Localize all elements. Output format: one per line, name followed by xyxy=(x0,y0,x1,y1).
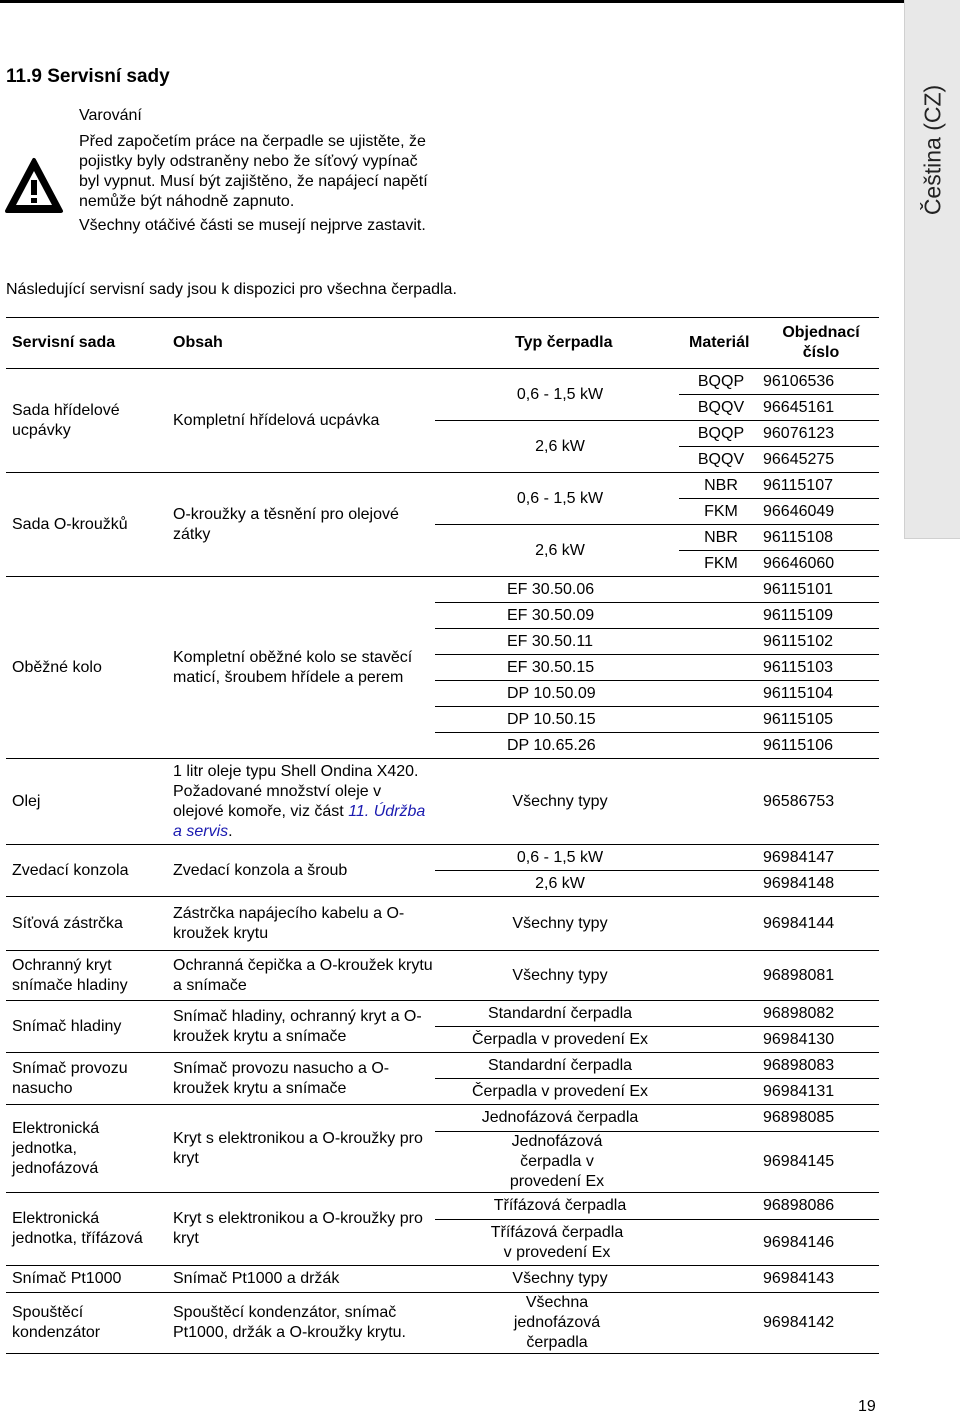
kit-name: Olej xyxy=(6,759,167,845)
material: BQQP xyxy=(679,369,757,395)
table-row xyxy=(6,897,879,951)
material: BQQP xyxy=(679,421,757,447)
pump-type: EF 30.50.15 xyxy=(435,655,679,681)
pump-type: EF 30.50.11 xyxy=(435,629,679,655)
order-number: 96984143 xyxy=(757,1266,879,1293)
table-row xyxy=(6,1193,879,1220)
table-row xyxy=(6,369,879,395)
order-number: 96076123 xyxy=(757,421,879,447)
material: NBR xyxy=(679,473,757,499)
intro-text: Následující servisní sady jsou k dispozici pro všechna čerpadla. xyxy=(6,281,457,298)
order-number: 96984146 xyxy=(757,1220,879,1266)
order-number: 96984131 xyxy=(757,1079,879,1105)
warning-text: Před započetím práce na čerpadle se ujistěte, že pojistky byly odstraněny nebo že síťový vypínač byl vypnut. Musí být zajištěno, že napájecí napětí nemůže být náhodně zapnuto. xyxy=(79,133,428,210)
pump-type: Všechny typy xyxy=(435,759,679,845)
order-number: 96115108 xyxy=(757,525,879,551)
table-row xyxy=(6,473,879,499)
pump-type: 2,6 kW xyxy=(435,871,679,897)
kit-content: Kryt s elektronikou a O-kroužky pro kryt xyxy=(167,1105,435,1193)
order-number: 96646060 xyxy=(757,551,879,577)
kit-name: Spouštěcí kondenzátor xyxy=(6,1293,167,1354)
kit-content: Snímač hladiny, ochranný kryt a O-kroužek krytu a snímače xyxy=(167,1001,435,1053)
kit-content: Ochranná čepička a O-kroužek krytu a snímače xyxy=(167,951,435,1001)
order-number: 96898083 xyxy=(757,1053,879,1079)
material: FKM xyxy=(679,499,757,525)
header-material: Materiál xyxy=(679,318,757,369)
header-content: Obsah xyxy=(167,318,435,369)
kit-name: Zvedací konzola xyxy=(6,845,167,897)
table-row xyxy=(6,951,879,1001)
pump-type: DP 10.50.09 xyxy=(435,681,679,707)
kit-content: Snímač Pt1000 a držák xyxy=(167,1266,435,1293)
pump-type: Všechny typy xyxy=(435,951,679,1001)
pump-type: EF 30.50.09 xyxy=(435,603,679,629)
table-header-row xyxy=(6,318,879,369)
pump-type: Jednofázová čerpadla v provedení Ex xyxy=(435,1132,679,1193)
order-number: 96115105 xyxy=(757,707,879,733)
pump-type: Jednofázová čerpadla xyxy=(435,1105,679,1132)
order-number: 96645275 xyxy=(757,447,879,473)
table-row xyxy=(6,845,879,871)
pump-type: Třífázová čerpadla v provedení Ex xyxy=(435,1220,679,1266)
kit-content: Kryt s elektronikou a O-kroužky pro kryt xyxy=(167,1193,435,1266)
warning-triangle-icon xyxy=(4,156,64,216)
kit-name: Elektronická jednotka, třífázová xyxy=(6,1193,167,1266)
kit-content: Spouštěcí kondenzátor, snímač Pt1000, držák a O-kroužky krytu. xyxy=(167,1293,435,1354)
pump-type: Třífázová čerpadla xyxy=(435,1193,679,1220)
kit-content: Zvedací konzola a šroub xyxy=(167,845,435,897)
service-kits-table xyxy=(6,317,879,1354)
kit-name: Sada hřídelové ucpávky xyxy=(6,369,167,473)
warning-title: Varování xyxy=(79,107,142,124)
order-number: 96646049 xyxy=(757,499,879,525)
material: FKM xyxy=(679,551,757,577)
order-number: 96898086 xyxy=(757,1193,879,1220)
pump-type: 0,6 - 1,5 kW xyxy=(435,369,679,421)
header-order-number: Objednací číslo xyxy=(757,318,879,369)
pump-type: DP 10.50.15 xyxy=(435,707,679,733)
order-number: 96115109 xyxy=(757,603,879,629)
order-number: 96984148 xyxy=(757,871,879,897)
kit-content: O-kroužky a těsnění pro olejové zátky xyxy=(167,473,435,577)
kit-content: Kompletní hřídelová ucpávka xyxy=(167,369,435,473)
order-number: 96586753 xyxy=(757,759,879,845)
section-title: 11.9 Servisní sady xyxy=(6,66,170,87)
order-number: 96984130 xyxy=(757,1027,879,1053)
maintenance-link[interactable]: 11. Údržba a servis xyxy=(173,802,426,840)
kit-content: Kompletní oběžné kolo se stavěcí maticí, šroubem hřídele a perem xyxy=(167,577,435,759)
order-number: 96645161 xyxy=(757,395,879,421)
header-kit: Servisní sada xyxy=(6,318,167,369)
kit-name: Sada O-kroužků xyxy=(6,473,167,577)
pump-type: Všechna jednofázová čerpadla xyxy=(435,1293,679,1354)
table-row xyxy=(6,1001,879,1027)
material: NBR xyxy=(679,525,757,551)
pump-type: Všechny typy xyxy=(435,897,679,951)
pump-type: Standardní čerpadla xyxy=(435,1053,679,1079)
kit-content xyxy=(167,759,435,845)
order-number: 96984145 xyxy=(757,1132,879,1193)
order-number: 96984142 xyxy=(757,1293,879,1354)
order-number: 96115104 xyxy=(757,681,879,707)
pump-type: Všechny typy xyxy=(435,1266,679,1293)
table-row xyxy=(6,1293,879,1354)
order-number: 96984144 xyxy=(757,897,879,951)
kit-name: Ochranný kryt snímače hladiny xyxy=(6,951,167,1001)
table-row xyxy=(6,1105,879,1132)
pump-type: 2,6 kW xyxy=(435,421,679,473)
order-number: 96984147 xyxy=(757,845,879,871)
order-number: 96115103 xyxy=(757,655,879,681)
oil-content-text: 1 litr oleje typu Shell Ondina X420. Požadované množství oleje v olejové komoře, viz část xyxy=(173,762,419,820)
material: BQQV xyxy=(679,447,757,473)
warning-box xyxy=(79,106,439,236)
warning-text-2: Všechny otáčivé části se musejí nejprve zastavit. xyxy=(79,217,426,234)
material: BQQV xyxy=(679,395,757,421)
order-number: 96898081 xyxy=(757,951,879,1001)
pump-type: 0,6 - 1,5 kW xyxy=(435,473,679,525)
order-number: 96898082 xyxy=(757,1001,879,1027)
table-row xyxy=(6,577,879,603)
order-number: 96115101 xyxy=(757,577,879,603)
kit-name: Elektronická jednotka, jednofázová xyxy=(6,1105,167,1193)
table-row xyxy=(6,1266,879,1293)
pump-type: Čerpadla v provedení Ex xyxy=(435,1027,679,1053)
pump-type: DP 10.65.26 xyxy=(435,733,679,759)
order-number: 96106536 xyxy=(757,369,879,395)
order-number: 96115102 xyxy=(757,629,879,655)
oil-content-suffix: . xyxy=(228,822,233,840)
kit-content: Zástrčka napájecího kabelu a O-kroužek krytu xyxy=(167,897,435,951)
pump-type: Standardní čerpadla xyxy=(435,1001,679,1027)
table-row xyxy=(6,759,879,845)
kit-name: Snímač hladiny xyxy=(6,1001,167,1053)
order-number: 96115106 xyxy=(757,733,879,759)
kit-name: Snímač provozu nasucho xyxy=(6,1053,167,1105)
top-rule xyxy=(0,0,960,39)
pump-type: EF 30.50.06 xyxy=(435,577,679,603)
kit-name: Oběžné kolo xyxy=(6,577,167,759)
language-tab xyxy=(904,0,960,539)
page-number: 19 xyxy=(858,1398,876,1415)
pump-type: 2,6 kW xyxy=(435,525,679,577)
header-pump-type: Typ čerpadla xyxy=(435,318,679,369)
language-tab-label: Čeština (CZ) xyxy=(919,84,946,216)
table-row xyxy=(6,1053,879,1079)
order-number: 96898085 xyxy=(757,1105,879,1132)
kit-content: Snímač provozu nasucho a O-kroužek krytu a snímače xyxy=(167,1053,435,1105)
kit-name: Snímač Pt1000 xyxy=(6,1266,167,1293)
pump-type: 0,6 - 1,5 kW xyxy=(435,845,679,871)
kit-name: Síťová zástrčka xyxy=(6,897,167,951)
pump-type: Čerpadla v provedení Ex xyxy=(435,1079,679,1105)
order-number: 96115107 xyxy=(757,473,879,499)
